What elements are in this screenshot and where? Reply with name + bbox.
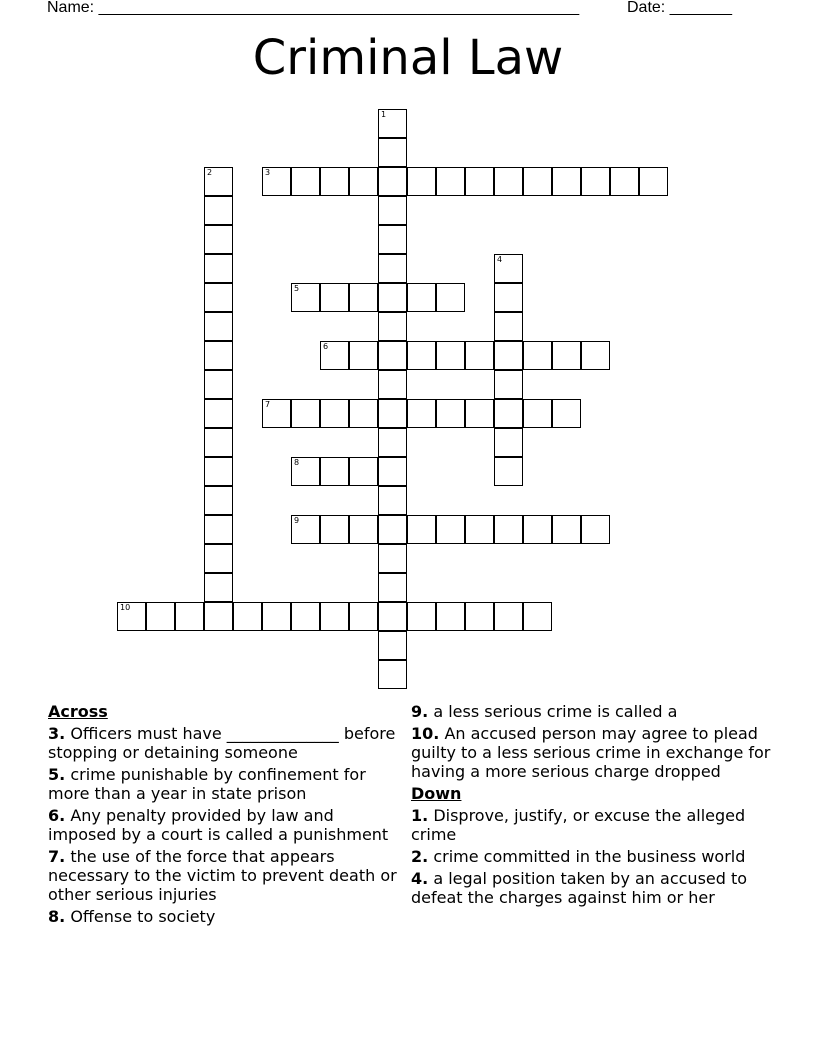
clue-text: a legal position taken by an accused to defeat the charges against him or her <box>411 869 748 907</box>
down-clue-4 <box>411 869 771 907</box>
across-clue-9 <box>411 702 771 721</box>
crossword-cell[interactable] <box>494 457 523 486</box>
crossword-cell[interactable] <box>436 283 465 312</box>
crossword-cell[interactable] <box>378 631 407 660</box>
crossword-cell[interactable] <box>204 225 233 254</box>
crossword-cell[interactable] <box>552 515 581 544</box>
crossword-cell[interactable] <box>436 515 465 544</box>
name-field[interactable]: Name: ______________________________________________________ <box>47 0 580 16</box>
clue-text: the use of the force that appears necessary to the victim to prevent death or other serious injuries <box>48 847 397 904</box>
crossword-cell[interactable] <box>465 602 494 631</box>
cell-number: 6 <box>323 342 329 351</box>
crossword-cell[interactable] <box>204 399 233 428</box>
crossword-cell[interactable] <box>204 486 233 515</box>
crossword-cell[interactable] <box>494 602 523 631</box>
crossword-cell[interactable] <box>349 399 378 428</box>
clue-text: Officers must have ______________ before stopping or detaining someone <box>48 724 396 762</box>
crossword-cell[interactable] <box>204 341 233 370</box>
across-clue-10 <box>411 724 771 781</box>
crossword-cell[interactable] <box>407 602 436 631</box>
crossword-cell[interactable] <box>407 167 436 196</box>
crossword-cell[interactable] <box>291 457 320 486</box>
crossword-cell[interactable] <box>175 602 204 631</box>
crossword-cell[interactable] <box>204 544 233 573</box>
crossword-cell[interactable] <box>465 167 494 196</box>
across-clue-6 <box>48 806 403 844</box>
crossword-cell[interactable] <box>204 254 233 283</box>
crossword-cell[interactable] <box>523 341 552 370</box>
crossword-cell[interactable] <box>436 399 465 428</box>
page-title: Criminal Law <box>252 30 564 86</box>
across-clue-8 <box>48 907 403 926</box>
crossword-cell[interactable] <box>407 515 436 544</box>
crossword-cell[interactable] <box>204 515 233 544</box>
crossword-cell[interactable] <box>378 109 407 138</box>
crossword-cell[interactable] <box>378 573 407 602</box>
crossword-cell[interactable] <box>262 602 291 631</box>
crossword-cell[interactable] <box>378 254 407 283</box>
crossword-cell[interactable] <box>523 602 552 631</box>
date-field[interactable]: Date: _______ <box>627 0 732 16</box>
crossword-cell[interactable] <box>407 399 436 428</box>
clue-text: Disprove, justify, or excuse the alleged crime <box>411 806 746 844</box>
down-clue-1 <box>411 806 771 844</box>
crossword-cell[interactable] <box>378 283 407 312</box>
crossword-cell[interactable] <box>436 341 465 370</box>
crossword-cell[interactable] <box>204 283 233 312</box>
crossword-cell[interactable] <box>378 544 407 573</box>
clue-number: 7. <box>48 847 66 866</box>
crossword-cell[interactable] <box>494 341 523 370</box>
clue-text: a less serious crime is called a <box>433 702 678 721</box>
crossword-cell[interactable] <box>233 602 262 631</box>
crossword-cell[interactable] <box>378 486 407 515</box>
crossword-cell[interactable] <box>494 167 523 196</box>
cell-number: 5 <box>294 284 300 293</box>
crossword-cell[interactable] <box>465 515 494 544</box>
down-heading: Down <box>411 784 462 803</box>
crossword-cell[interactable] <box>291 283 320 312</box>
crossword-cell[interactable] <box>262 167 291 196</box>
clue-number: 9. <box>411 702 429 721</box>
crossword-cell[interactable] <box>349 602 378 631</box>
crossword-cell[interactable] <box>610 167 639 196</box>
crossword-cell[interactable] <box>465 341 494 370</box>
clue-text: Any penalty provided by law and imposed by a court is called a punishment <box>48 806 389 844</box>
crossword-cell[interactable] <box>349 457 378 486</box>
crossword-cell[interactable] <box>291 515 320 544</box>
crossword-cell[interactable] <box>581 167 610 196</box>
crossword-cell[interactable] <box>581 341 610 370</box>
across-heading: Across <box>48 702 108 721</box>
cell-number: 9 <box>294 516 300 525</box>
crossword-cell[interactable] <box>291 399 320 428</box>
crossword-cell[interactable] <box>378 225 407 254</box>
crossword-cell[interactable] <box>494 283 523 312</box>
crossword-cell[interactable] <box>552 167 581 196</box>
crossword-cell[interactable] <box>378 138 407 167</box>
clue-number: 5. <box>48 765 66 784</box>
crossword-cell[interactable] <box>204 457 233 486</box>
crossword-cell[interactable] <box>349 283 378 312</box>
crossword-cell[interactable] <box>349 515 378 544</box>
crossword-cell[interactable] <box>494 254 523 283</box>
clue-number: 8. <box>48 907 66 926</box>
crossword-cell[interactable] <box>378 167 407 196</box>
crossword-cell[interactable] <box>494 515 523 544</box>
clue-number: 10. <box>411 724 440 743</box>
crossword-cell[interactable] <box>581 515 610 544</box>
crossword-cell[interactable] <box>494 370 523 399</box>
clues-column-left <box>48 702 403 929</box>
crossword-cell[interactable] <box>552 341 581 370</box>
crossword-cell[interactable] <box>378 515 407 544</box>
crossword-cell[interactable] <box>378 428 407 457</box>
clue-text: An accused person may agree to plead guilty to a less serious crime in exchange for having a more serious charge dropped <box>411 724 771 781</box>
crossword-cell[interactable] <box>320 341 349 370</box>
crossword-cell[interactable] <box>204 602 233 631</box>
cell-number: 10 <box>120 603 131 612</box>
crossword-cell[interactable] <box>204 196 233 225</box>
crossword-cell[interactable] <box>494 399 523 428</box>
crossword-cell[interactable] <box>204 312 233 341</box>
crossword-cell[interactable] <box>146 602 175 631</box>
crossword-cell[interactable] <box>291 167 320 196</box>
crossword-cell[interactable] <box>494 428 523 457</box>
crossword-cell[interactable] <box>204 167 233 196</box>
cell-number: 8 <box>294 458 300 467</box>
crossword-cell[interactable] <box>523 399 552 428</box>
crossword-cell[interactable] <box>378 341 407 370</box>
crossword-cell[interactable] <box>436 602 465 631</box>
crossword-cell[interactable] <box>320 399 349 428</box>
crossword-cell[interactable] <box>523 167 552 196</box>
crossword-cell[interactable] <box>378 399 407 428</box>
crossword-cell[interactable] <box>204 370 233 399</box>
crossword-cell[interactable] <box>349 341 378 370</box>
cell-number: 1 <box>381 110 387 119</box>
cell-number: 2 <box>207 168 213 177</box>
crossword-cell[interactable] <box>378 457 407 486</box>
across-clue-5 <box>48 765 403 803</box>
crossword-cell[interactable] <box>552 399 581 428</box>
crossword-cell[interactable] <box>204 573 233 602</box>
cell-number: 3 <box>265 168 271 177</box>
crossword-cell[interactable] <box>523 515 552 544</box>
crossword-cell[interactable] <box>494 312 523 341</box>
clue-text: crime committed in the business world <box>433 847 746 866</box>
crossword-cell[interactable] <box>639 167 668 196</box>
clue-text: crime punishable by confinement for more than a year in state prison <box>48 765 366 803</box>
clue-number: 6. <box>48 806 66 825</box>
down-clue-2 <box>411 847 771 866</box>
across-clue-3 <box>48 724 403 762</box>
crossword-cell[interactable] <box>320 515 349 544</box>
across-clue-7 <box>48 847 403 904</box>
crossword-cell[interactable] <box>378 602 407 631</box>
clue-text: Offense to society <box>70 907 216 926</box>
crossword-cell[interactable] <box>262 399 291 428</box>
crossword-cell[interactable] <box>320 602 349 631</box>
cell-number: 7 <box>265 400 271 409</box>
crossword-cell[interactable] <box>378 370 407 399</box>
crossword-cell[interactable] <box>378 660 407 689</box>
crossword-cell[interactable] <box>320 167 349 196</box>
crossword-cell[interactable] <box>291 602 320 631</box>
clue-number: 1. <box>411 806 429 825</box>
crossword-cell[interactable] <box>436 167 465 196</box>
clue-number: 3. <box>48 724 66 743</box>
crossword-cell[interactable] <box>407 341 436 370</box>
crossword-cell[interactable] <box>407 283 436 312</box>
crossword-cell[interactable] <box>378 312 407 341</box>
clue-number: 4. <box>411 869 429 888</box>
crossword-cell[interactable] <box>117 602 146 631</box>
crossword-cell[interactable] <box>204 428 233 457</box>
clues-column-right <box>411 702 771 910</box>
clue-number: 2. <box>411 847 429 866</box>
cell-number: 4 <box>497 255 503 264</box>
crossword-cell[interactable] <box>349 167 378 196</box>
crossword-cell[interactable] <box>320 457 349 486</box>
crossword-cell[interactable] <box>320 283 349 312</box>
crossword-cell[interactable] <box>465 399 494 428</box>
crossword-cell[interactable] <box>378 196 407 225</box>
